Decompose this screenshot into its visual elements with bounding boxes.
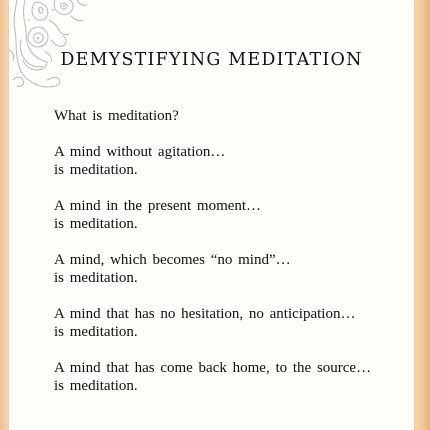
- stanza: [54, 197, 408, 233]
- floral-corner-ornament-icon: [9, 0, 91, 92]
- stanza-line: A mind that has come back home, to the source…: [54, 360, 372, 376]
- question-line: What is meditation?: [54, 108, 179, 124]
- stanza-line: is meditation.: [54, 270, 138, 286]
- stanza-line: A mind without agitation…: [54, 144, 226, 160]
- stanza-line: A mind that has no hesitation, no anticipation…: [54, 306, 356, 322]
- stanza: [54, 359, 408, 395]
- book-page: [9, 0, 414, 430]
- stanza-line: A mind, which becomes “no mind”…: [54, 252, 291, 268]
- page-title: DEMYSTIFYING MEDITATION: [60, 50, 363, 70]
- stanza-line: is meditation.: [54, 324, 138, 340]
- stanza: [54, 143, 408, 179]
- stanza: [54, 305, 408, 341]
- stanza: [54, 251, 408, 287]
- stanza-line: A mind in the present moment…: [54, 198, 262, 214]
- stanza-line: is meditation.: [54, 162, 138, 178]
- stanza-line: is meditation.: [54, 216, 138, 232]
- stanza-line: is meditation.: [54, 378, 138, 394]
- poem-body: [54, 107, 408, 395]
